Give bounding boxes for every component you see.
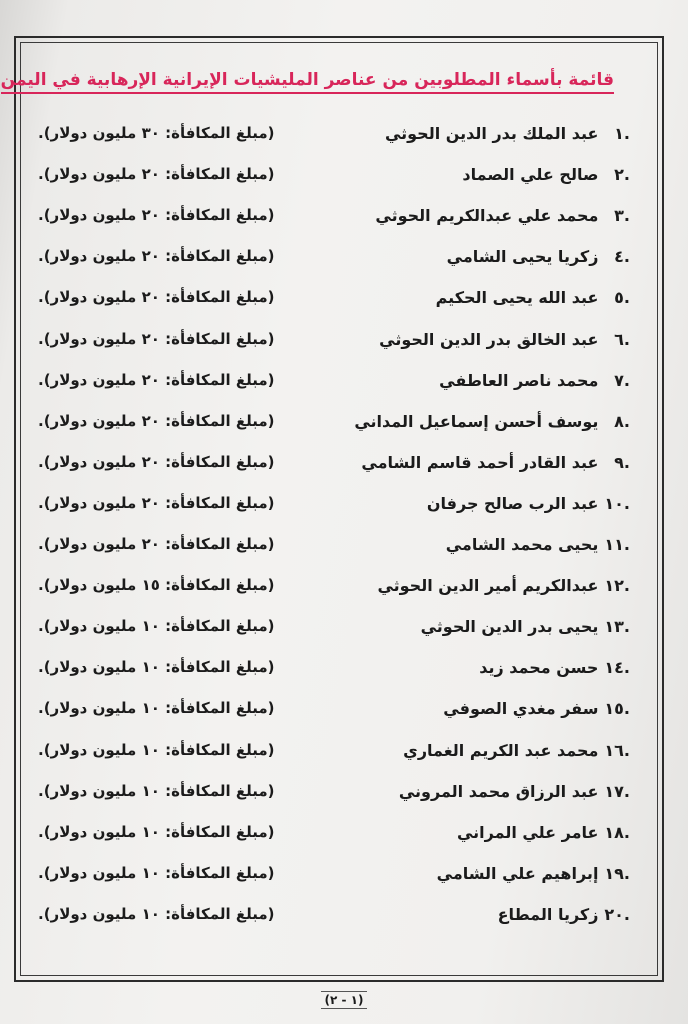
item-number: .١٧ (604, 781, 630, 801)
person-name: صالح علي الصماد (462, 165, 599, 185)
person-name: يحيى بدر الدين الحوثي (420, 617, 599, 637)
reward-amount: (مبلغ المكافأة: ١٠ مليون دولار). (38, 781, 275, 800)
item-number: .٦ (614, 329, 630, 349)
person-name: عامر علي المراني (456, 822, 599, 842)
reward-amount: (مبلغ المكافأة: ١٠ مليون دولار). (38, 863, 275, 882)
item-number: .١٣ (604, 617, 630, 637)
person-name: عبدالكريم أمير الدين الحوثي (377, 576, 599, 596)
list-item (30, 412, 630, 442)
item-number: .١٠ (604, 493, 630, 513)
wanted-name (421, 617, 630, 636)
wanted-name (354, 412, 630, 431)
list-item (30, 535, 630, 565)
list-item (30, 247, 630, 277)
person-name: يوسف أحسن إسماعيل المداني (354, 411, 599, 431)
wanted-name (437, 864, 630, 883)
wanted-name (361, 453, 630, 472)
wanted-name (379, 330, 630, 349)
reward-amount: (مبلغ المكافأة: ١٠ مليون دولار). (38, 740, 275, 759)
item-number: .٢ (614, 165, 630, 185)
reward-amount: (مبلغ المكافأة: ١٥ مليون دولار). (38, 576, 275, 595)
person-name: حسن محمد زيد (479, 658, 599, 678)
item-number: .٨ (614, 411, 630, 431)
list-item (30, 905, 630, 935)
reward-amount: (مبلغ المكافأة: ٢٠ مليون دولار). (38, 329, 275, 348)
item-number: .١ (614, 124, 630, 143)
item-number: .٢٠ (604, 904, 630, 924)
list-item (30, 165, 630, 195)
reward-amount: (مبلغ المكافأة: ٢٠ مليون دولار). (38, 288, 275, 307)
item-number: .٩ (614, 452, 630, 472)
person-name: محمد علي عبدالكريم الحوثي (375, 206, 599, 226)
list-item (30, 782, 630, 812)
wanted-name (375, 206, 630, 225)
page-number (0, 991, 688, 1009)
wanted-name (498, 905, 630, 924)
list-item (30, 453, 630, 483)
person-name: يحيى محمد الشامي (445, 535, 599, 554)
wanted-name (377, 576, 630, 595)
reward-amount: (مبلغ المكافأة: ١٠ مليون دولار). (38, 699, 275, 718)
document-title: قائمة بأسماء المطلوبين من عناصر المليشيات الإيرانية الإرهابية في اليمن (1, 70, 614, 94)
list-item (30, 371, 630, 401)
wanted-name (427, 494, 630, 513)
item-number: .٧ (614, 370, 630, 390)
list-item (30, 741, 630, 771)
person-name: عبد الله يحيى الحكيم (435, 288, 599, 308)
reward-amount: (مبلغ المكافأة: ٢٠ مليون دولار). (38, 452, 275, 471)
reward-amount: (مبلغ المكافأة: ١٠ مليون دولار). (38, 658, 275, 677)
wanted-name (457, 823, 630, 842)
reward-amount: (مبلغ المكافأة: ١٠ مليون دولار). (38, 617, 275, 636)
person-name: عبد الملك بدر الدين الحوثي (384, 124, 599, 143)
item-number: .٤ (614, 247, 630, 267)
person-name: عبد الخالق بدر الدين الحوثي (379, 329, 599, 349)
reward-amount: (مبلغ المكافأة: ٣٠ مليون دولار). (38, 124, 275, 142)
wanted-name (436, 288, 630, 307)
person-name: محمد عبد الكريم الغماري (403, 740, 599, 760)
item-number: .١١ (604, 535, 630, 554)
reward-amount: (مبلغ المكافأة: ٢٠ مليون دولار). (38, 206, 275, 225)
list-item (30, 617, 630, 647)
person-name: إبراهيم علي الشامي (436, 863, 599, 883)
item-number: .٥ (614, 288, 630, 308)
list-item (30, 699, 630, 729)
wanted-name (462, 165, 630, 184)
list-item (30, 330, 630, 360)
item-number: .١٤ (604, 658, 630, 678)
reward-amount: (مبلغ المكافأة: ٢٠ مليون دولار). (38, 411, 275, 430)
wanted-name (403, 741, 630, 760)
person-name: عبد الرب صالح جرفان (426, 493, 599, 513)
person-name: سفر مغدي الصوفي (443, 699, 599, 719)
item-number: .١٢ (604, 576, 630, 596)
person-name: زكريا يحيى الشامي (446, 247, 599, 267)
list-item (30, 494, 630, 524)
list-item (30, 288, 630, 318)
reward-amount: (مبلغ المكافأة: ١٠ مليون دولار). (38, 822, 275, 841)
reward-amount: (مبلغ المكافأة: ٢٠ مليون دولار). (38, 247, 275, 266)
reward-amount: (مبلغ المكافأة: ١٠ مليون دولار). (38, 904, 275, 923)
list-item (30, 823, 630, 853)
item-number: .١٩ (604, 863, 630, 883)
list-item (30, 658, 630, 688)
wanted-name (446, 535, 630, 554)
item-number: .٣ (614, 206, 630, 226)
person-name: عبد القادر أحمد قاسم الشامي (361, 452, 599, 472)
wanted-name (479, 658, 630, 677)
item-number: .١٥ (604, 699, 630, 719)
wanted-name (443, 699, 630, 718)
reward-amount: (مبلغ المكافأة: ٢٠ مليون دولار). (38, 535, 275, 553)
reward-amount: (مبلغ المكافأة: ٢٠ مليون دولار). (38, 370, 275, 389)
wanted-name (439, 371, 630, 390)
wanted-name (399, 782, 630, 801)
person-name: محمد ناصر العاطفي (439, 370, 599, 390)
list-item (30, 576, 630, 606)
list-item (30, 124, 630, 154)
list-item (30, 864, 630, 894)
page-number-text: (١ - ٢) (321, 991, 368, 1009)
person-name: زكريا المطاع (497, 904, 599, 924)
item-number: .١٨ (604, 822, 630, 842)
item-number: .١٦ (604, 740, 630, 760)
list-item (30, 206, 630, 236)
reward-amount: (مبلغ المكافأة: ٢٠ مليون دولار). (38, 165, 275, 184)
reward-amount: (مبلغ المكافأة: ٢٠ مليون دولار). (38, 493, 275, 512)
wanted-name (447, 247, 630, 266)
wanted-name (385, 124, 630, 143)
person-name: عبد الرزاق محمد المروني (398, 781, 599, 801)
